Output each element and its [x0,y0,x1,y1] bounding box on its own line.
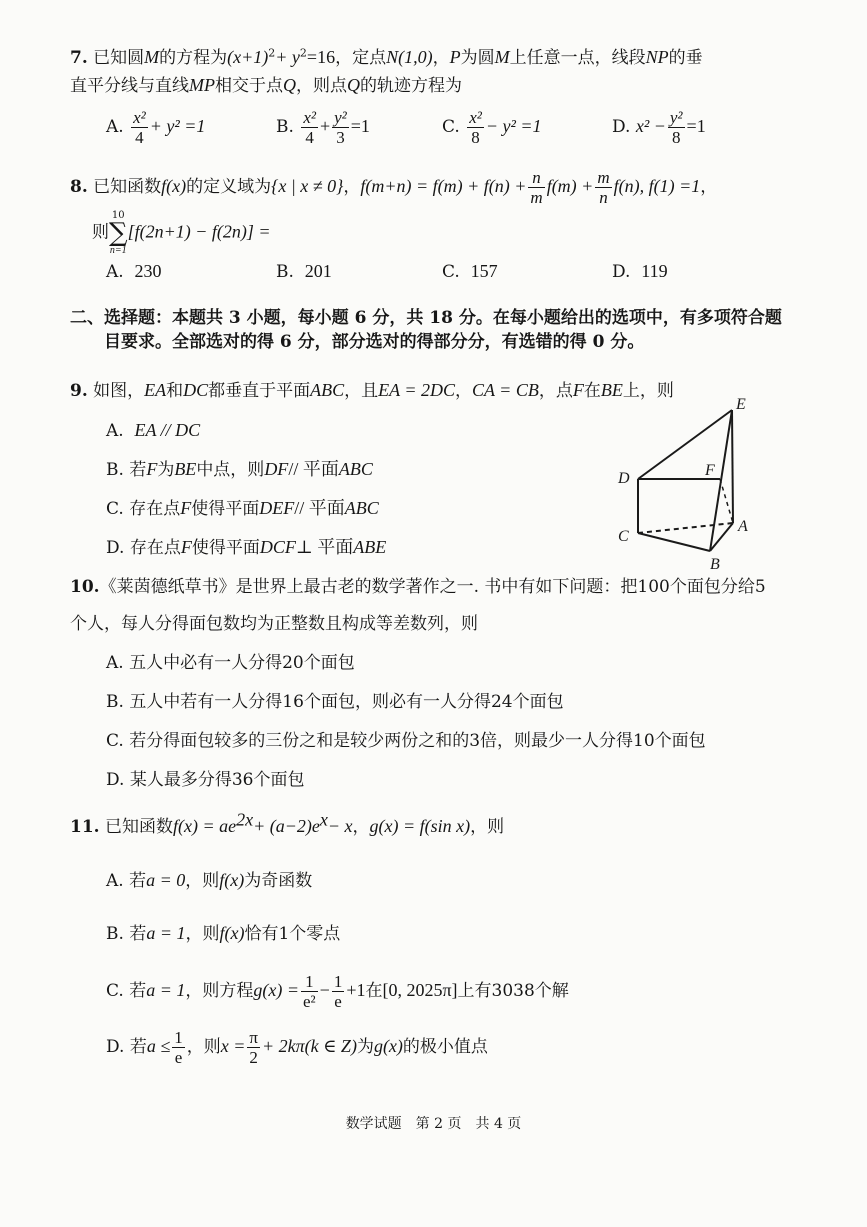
q9-option-a[interactable]: A. EA // DC [106,420,201,441]
label-e: E [736,396,746,413]
q10-line2: 个人，每人分得面包数均为正整数且构成等差数列，则 [70,614,478,634]
q10-option-d[interactable]: D. 某人最多分得36个面包 [106,770,305,790]
q11-line1: 11. 已知函数$f(x) = ae^{2x}+ (a-2)e^x- x$，g(x) = f(sin x)，则 [70,809,505,837]
q7-option-d[interactable]: D. x² − $\frac{\text{y²}}{8}$ =1 [612,108,706,147]
fraction: $\frac{\text{y²}}{8}$ [669,108,683,147]
fraction: $\frac{\text{x²}}{4}$ [133,108,146,147]
fraction: $\frac{\text{x²}}{4}$ [303,108,316,147]
label-c: C [618,528,629,545]
q10-option-b[interactable]: B. 五人中若有一人分得16个面包，则必有一人分得24个面包 [106,692,564,712]
fraction: $\frac{n}{m}$ [530,168,543,207]
fraction: $\frac{1}{e}$ [174,1028,183,1067]
q8-line2: 则 10 ∑ n=1 [f(2n+1) − f(2n)] = [92,210,271,256]
q9-option-c[interactable]: C. 存在点F使得平面DEF// 平面ABC [106,498,379,519]
q11-option-d[interactable]: D. 若a ≤ $\frac{1}{e}$ ，则x = $\frac{\pi}{2}$ + 2kπ(k ∈ Z)为g(x)的极小值点 [106,1028,488,1067]
label-a: A [738,518,748,535]
label-b: B [710,556,720,573]
q8-option-c[interactable]: C. 157 [442,261,498,282]
q9-option-d[interactable]: D. 存在点F使得平面DCF⊥ 平面ABE [106,537,387,558]
q7-option-c[interactable]: C. $\frac{\text{x²}}{8}$ − y² =1 [442,108,542,147]
q10-line1: 10.《莱茵德纸草书》是世界上最古老的数学著作之一. 书中有如下问题：把100个面包分给5 [70,577,766,597]
q10-option-c[interactable]: C. 若分得面包较多的三份之和是较少两份之和的3倍，则最少一人分得10个面包 [106,731,706,751]
q11-option-b[interactable]: B. 若a = 1，则f(x)恰有1个零点 [106,923,341,944]
edge-cb [638,533,710,551]
fraction: $\frac{\text{y²}}{3}$ [334,108,347,147]
edge-de [638,410,732,479]
q11-option-a[interactable]: A. 若a = 0，则f(x)为奇函数 [106,870,313,891]
q9-line1: 9. 如图，EA和DC都垂直于平面ABC，且EA = 2DC，CA = CB，点F在BE上，则 [70,380,674,401]
edge-ea [732,410,733,523]
fraction: $\frac{\pi}{2}$ [249,1028,258,1067]
q8-option-d[interactable]: D. 119 [612,261,668,282]
fraction: $\frac{m}{n}$ [597,168,610,207]
q8-line1: 8. 已知函数f(x)的定义域为{x | x ≠ 0}，f(m+n) = f(m) + f(n) + $\frac{n}{m}$ f(m) + $\frac{m}{n}$ f(n), f(1) =1， [70,168,718,207]
geometry-figure [610,393,770,573]
edge-fa-hidden [720,479,733,523]
q9-option-b[interactable]: B. 若F为BE中点，则DF// 平面ABC [106,459,373,480]
q8-option-b[interactable]: B. 201 [276,261,332,282]
section-2-heading-line1: 二、选择题：本题共 3 小题，每小题 6 分，共 18 分。在每小题给出的选项中，有多项符合题 [70,308,782,328]
q7-option-b[interactable]: B. $\frac{\text{x²}}{4}$ + $\frac{\text{y²}}{3}$ =1 [276,108,370,147]
fraction: $\frac{1}{\text{e²}}$ [303,972,316,1011]
section-2-heading-line2: 目要求。全部选对的得 6 分，部分选对的得部分分，有选错的得 0 分。 [104,332,645,352]
q11-option-c[interactable]: C. 若a = 1，则方程g(x) = $\frac{1}{\text{e²}}$ − $\frac{1}{e}$ +1在[0, 2025π]上有3038个解 [106,972,569,1011]
page-footer: 数学试题 第 2 页 共 4 页 [345,1116,522,1132]
fraction: $\frac{\text{x²}}{8}$ [469,108,482,147]
edge-ca-hidden [638,523,733,533]
q7-line1: 7. 已知圆M的方程为$(x+1)^2+ y^2=16$，定点N(1,0)，P为圆M上任意一点，线段NP的垂 [70,46,703,68]
q7-option-a[interactable]: A. $\frac{\text{x²}}{4}$ + y² =1 [106,108,206,147]
q7-line2: 直平分线与直线MP相交于点Q，则点Q的轨迹方程为 [70,75,462,96]
label-d: D [618,470,630,487]
label-f: F [705,462,715,479]
q10-option-a[interactable]: A. 五人中必有一人分得20个面包 [106,653,355,673]
q8-option-a[interactable]: A. 230 [106,261,162,282]
summation: 10 ∑ n=1 [109,210,128,256]
fraction: $\frac{1}{e}$ [333,972,343,1011]
